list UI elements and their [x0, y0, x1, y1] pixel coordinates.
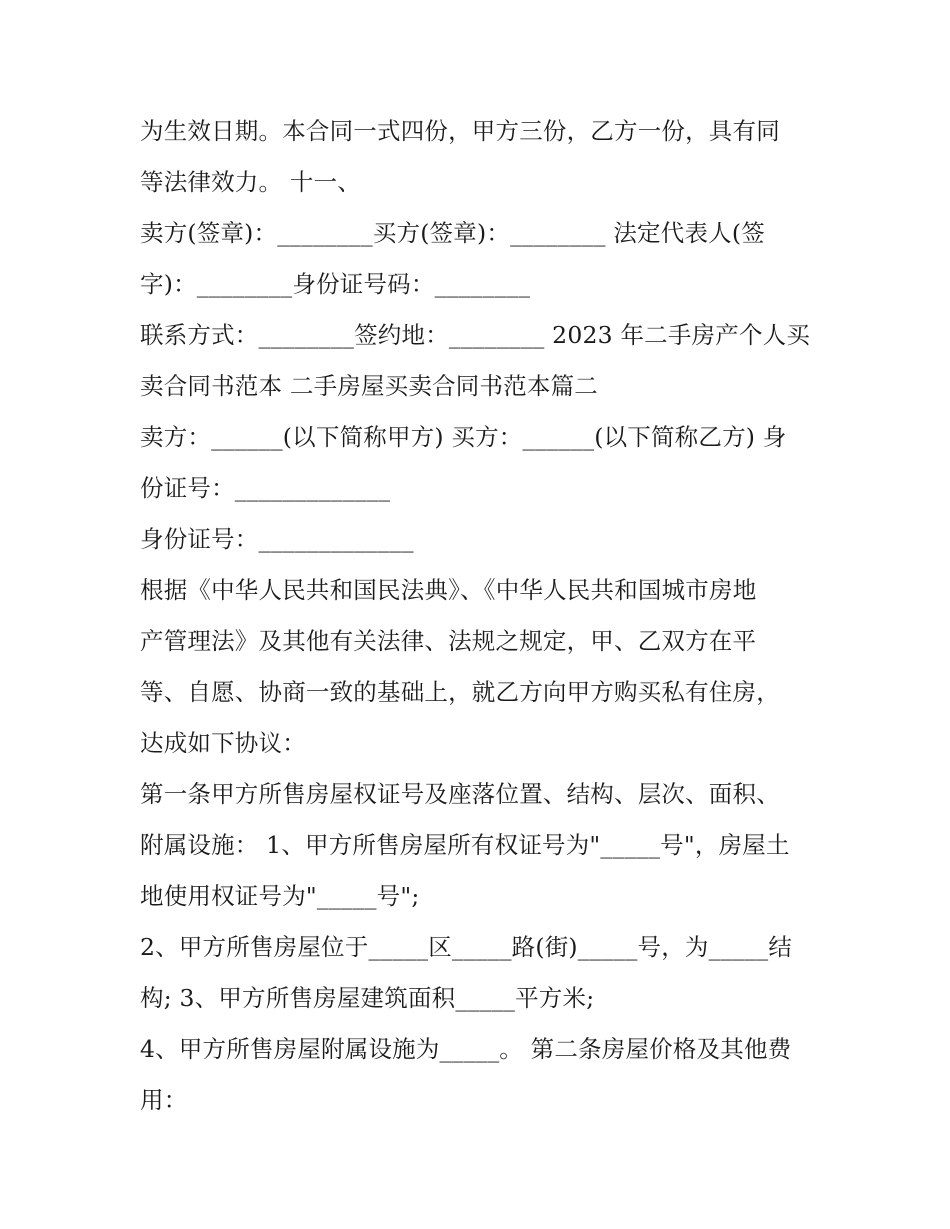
- text-line: 产管理法》及其他有关法律、法规之规定，甲、乙双方在平: [140, 627, 757, 655]
- text-line: 用：: [140, 1086, 188, 1114]
- text-line: 附属设施： 1、甲方所售房屋所有权证号为"_____号"，房屋土: [140, 831, 790, 859]
- text-line: 等、自愿、协商一致的基础上，就乙方向甲方购买私有住房，: [140, 678, 780, 706]
- text-line: 联系方式：________签约地：________ 2023 年二手房产个人买: [140, 321, 811, 349]
- text-line: 份证号：_____________: [140, 474, 391, 502]
- text-line: 构; 3、甲方所售房屋建筑面积_____平方米;: [140, 984, 595, 1012]
- text-line: 第一条甲方所售房屋权证号及座落位置、结构、层次、面积、: [140, 780, 780, 808]
- text-line: 等法律效力。 十一、: [140, 168, 361, 196]
- text-line: 地使用权证号为"_____号";: [140, 882, 420, 910]
- text-line: 字)：________身份证号码：________: [140, 270, 531, 298]
- text-line: 身份证号：_____________: [140, 525, 414, 553]
- text-line: 卖合同书范本 二手房屋买卖合同书范本篇二: [140, 372, 598, 400]
- text-line: 根据《中华人民共和国民法典》、《中华人民共和国城市房地: [140, 576, 757, 604]
- text-line: 2、甲方所售房屋位于_____区_____路(街)_____号，为_____结: [140, 933, 793, 961]
- text-line: 达成如下协议：: [140, 729, 306, 757]
- text-line: 卖方：______(以下简称甲方) 买方：______(以下简称乙方) 身: [140, 423, 787, 451]
- text-line: 卖方(签章)：________买方(签章)：________ 法定代表人(签: [140, 219, 765, 247]
- text-line: 为生效日期。本合同一式四份，甲方三份，乙方一份，具有同: [140, 117, 780, 145]
- document-body: [140, 108, 820, 1128]
- text-line: 4、甲方所售房屋附属设施为_____。 第二条房屋价格及其他费: [140, 1035, 792, 1063]
